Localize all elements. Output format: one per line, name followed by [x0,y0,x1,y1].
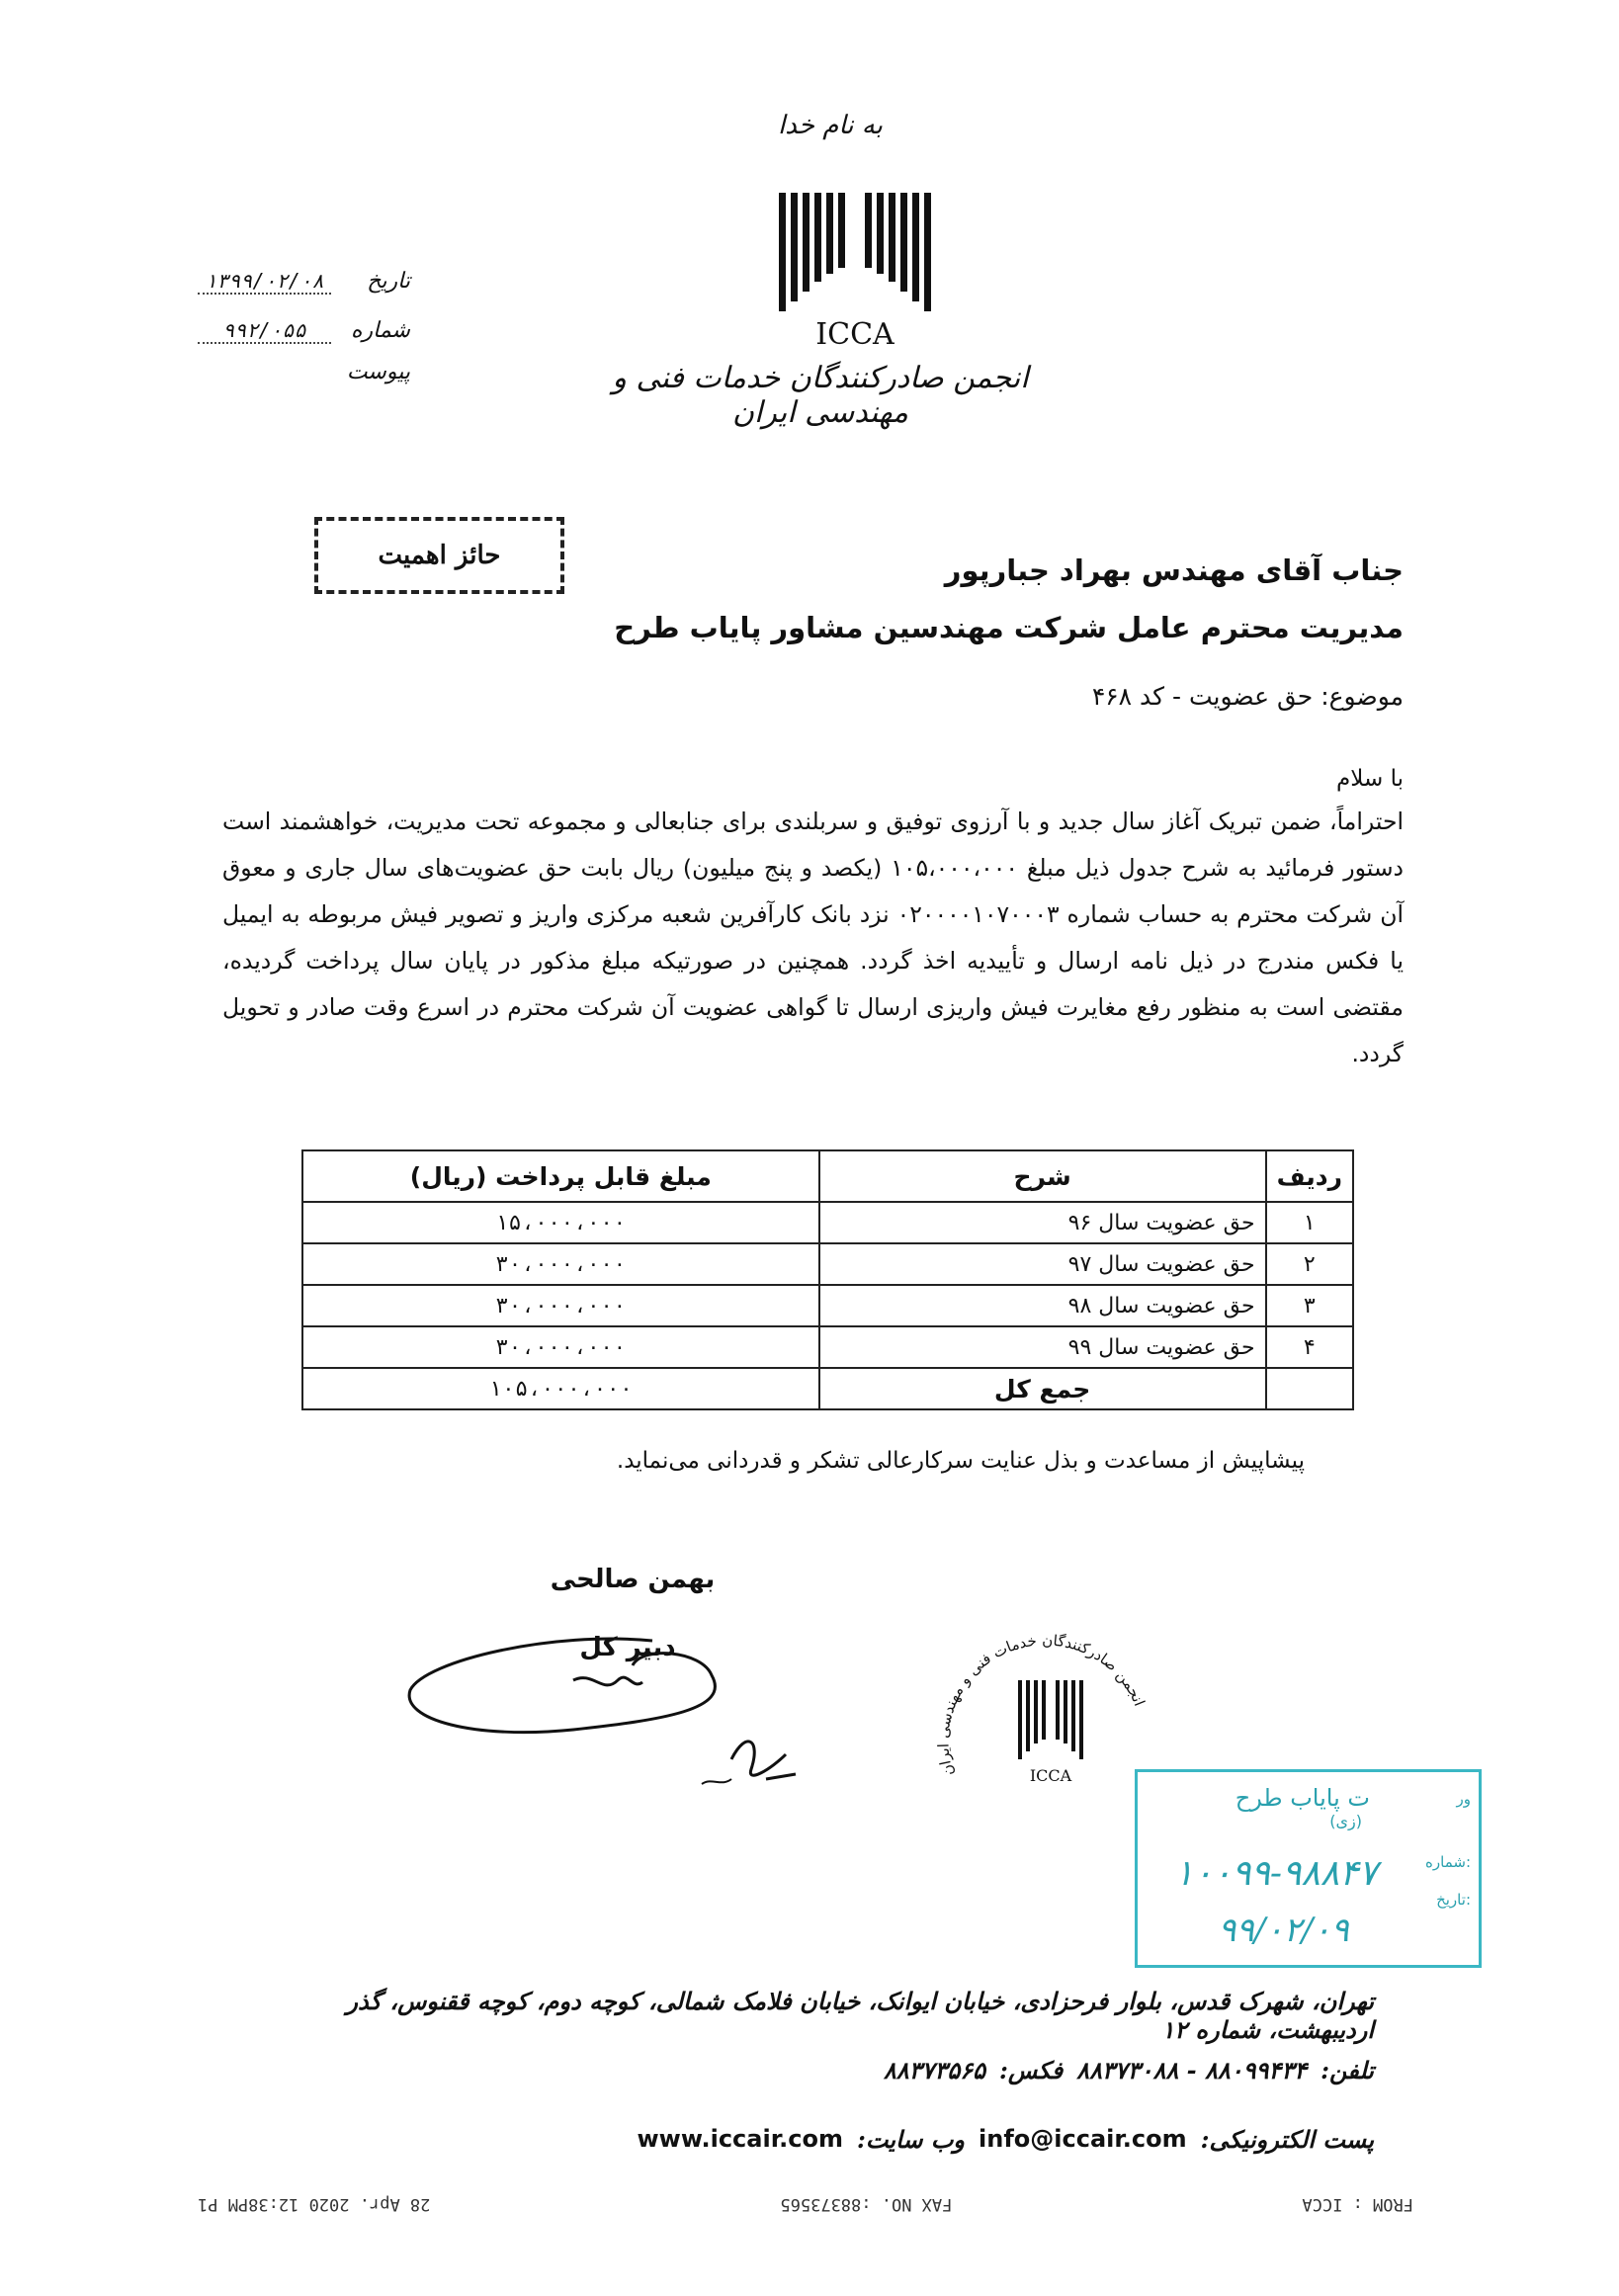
row-index: ۲ [1266,1243,1353,1285]
date-row [198,269,410,295]
website-link[interactable]: www.iccair.com [637,2125,843,2153]
email-link[interactable]: info@iccair.com [979,2125,1187,2153]
row-description: حق عضویت سال ۹۸ [819,1285,1266,1326]
number-row [198,318,410,344]
row-index: ۴ [1266,1326,1353,1368]
header-description: شرح [819,1150,1266,1202]
fees-table [301,1149,1354,1410]
phone-label: تلفن: [1321,2056,1374,2084]
fax-datetime: 28 Apr. 2020 12:38PM P1 [198,2194,431,2214]
fax-label: فکس: [998,2056,1064,2084]
row-amount: ۳۰،۰۰۰،۰۰۰ [302,1326,819,1368]
table-row [302,1243,1353,1285]
stamp-date: ۹۹/۰۲/۰۹ [1218,1911,1349,1950]
stamp-label-1: ور [1456,1790,1471,1808]
row-amount: ۳۰،۰۰۰،۰۰۰ [302,1285,819,1326]
signatory-name: بهمن صالحی [550,1565,716,1594]
association-name: انجمن صادرکنندگان خدمات فنی و مهندسی ایران [612,361,1029,430]
receipt-stamp [1135,1769,1482,1968]
number-value: ۹۹۲/۰۵۵ [198,318,331,344]
fax-header [198,2194,1413,2214]
subject-line: موضوع: حق عضویت - کد ۴۶۸ [1091,682,1404,711]
row-description: حق عضویت سال ۹۷ [819,1243,1266,1285]
table-total-row [302,1368,1353,1409]
phone-numbers: ۸۸۰۹۹۴۳۴ - ۸۸۳۷۳۰۸۸ [1076,2056,1308,2084]
association-seal [924,1601,1161,1809]
row-description: حق عضویت سال ۹۹ [819,1326,1266,1368]
stamp-number: ۱۰۰۹۹-۹۸۸۴۷ [1174,1853,1378,1894]
row-amount: ۱۵،۰۰۰،۰۰۰ [302,1202,819,1243]
stamp-code: (زی) [1329,1812,1362,1830]
table-row [302,1326,1353,1368]
recipient-company: مدیریت محترم عامل شرکت مهندسین مشاور پایاب طرح [614,611,1404,644]
stamp-date-label: تاریخ: [1436,1891,1471,1909]
seal-text: انجمن صادرکنندگان خدمات فنی و مهندسی ایران [934,1631,1149,1779]
fax-from: FROM : ICCA [1302,2194,1413,2214]
email-label: پست الکترونیکی: [1200,2125,1374,2154]
footer-contacts [287,2056,1374,2084]
fax-number-header: FAX NO. :88373565 [780,2194,953,2214]
svg-text:انجمن صادرکنندگان خدمات فنی و [934,1631,1149,1778]
importance-badge: حائز اهمیت [314,517,564,594]
letter-body: احتراماً، ضمن تبریک آغاز سال جدید و با آرزوی توفیق و سربلندی برای جنابعالی و مجموعه تحت مدیریت، خواهشمند است دستور فرمائید به شرح جدول ذیل مبلغ ۱۰۵،۰۰۰،۰۰۰ (یکصد و پنج میلیون) ریال بابت حق عضویت‌های سال جاری و معوق آن شرکت محترم به حساب شماره ۰۲۰۰۰۰۱۰۷۰۰۰۳ نزد بانک کارآفرین شعبه مرکزی واریز و تصویر فیش مربوطه به ایمیل یا فکس مندرج در ذیل نامه ارسال و تأییدیه اخذ گردد. همچنین در صورتیکه مبلغ مذکور در پایان سال پرداخت گردیده، مقتضی است به منظور رفع مغایرت فیش واریزی ارسال تا گواهی عضویت آن شرکت محترم در اسرع وقت صادر و تحویل گردد. [222,808,1405,1067]
website-label: وب سایت: [856,2125,966,2154]
date-label: تاریخ [367,269,410,294]
bismillah: به نام خدا [778,111,883,140]
footer-online [287,2125,1374,2154]
recipient-name: جناب آقای مهندس بهراد جبارپور [944,553,1404,587]
greeting: با سلام [1336,766,1404,792]
closing-text: پیشاپیش از مساعدت و بذل عنایت سرکارعالی تشکر و قدردانی می‌نماید. [616,1448,1305,1474]
seal-logo-text: ICCA [1029,1766,1072,1785]
row-index: ۱ [1266,1202,1353,1243]
attachment-value [198,360,331,384]
fax-number: ۸۸۳۷۳۵۶۵ [883,2056,985,2084]
total-amount: ۱۰۵،۰۰۰،۰۰۰ [302,1368,819,1409]
row-description: حق عضویت سال ۹۶ [819,1202,1266,1243]
table-row [302,1202,1353,1243]
total-label: جمع کل [819,1368,1266,1409]
attachment-row [198,360,410,384]
header-amount: مبلغ قابل پرداخت (ریال) [302,1150,819,1202]
header-index: ردیف [1266,1150,1353,1202]
stamp-number-label: شماره: [1425,1853,1471,1871]
icca-logo-text: ICCA [815,317,895,352]
attachment-label: پیوست [346,360,410,384]
stamp-company: ت پایاب طرح [1235,1784,1370,1812]
signatory-title: دبیر کل [579,1633,676,1662]
icca-logo [771,188,939,356]
date-value: ۱۳۹۹/۰۲/۰۸ [198,269,331,295]
table-header-row [302,1150,1353,1202]
table-row [302,1285,1353,1326]
total-index [1266,1368,1353,1409]
row-amount: ۳۰،۰۰۰،۰۰۰ [302,1243,819,1285]
footer-address: تهران، شهرک قدس، بلوار فرحزادی، خیابان ایوانک، خیابان فلامک شمالی، کوچه دوم، کوچه ققنوس، گذر اردیبهشت، شماره ۱۲ [346,1987,1374,2044]
number-label: شماره [350,318,410,343]
row-index: ۳ [1266,1285,1353,1326]
